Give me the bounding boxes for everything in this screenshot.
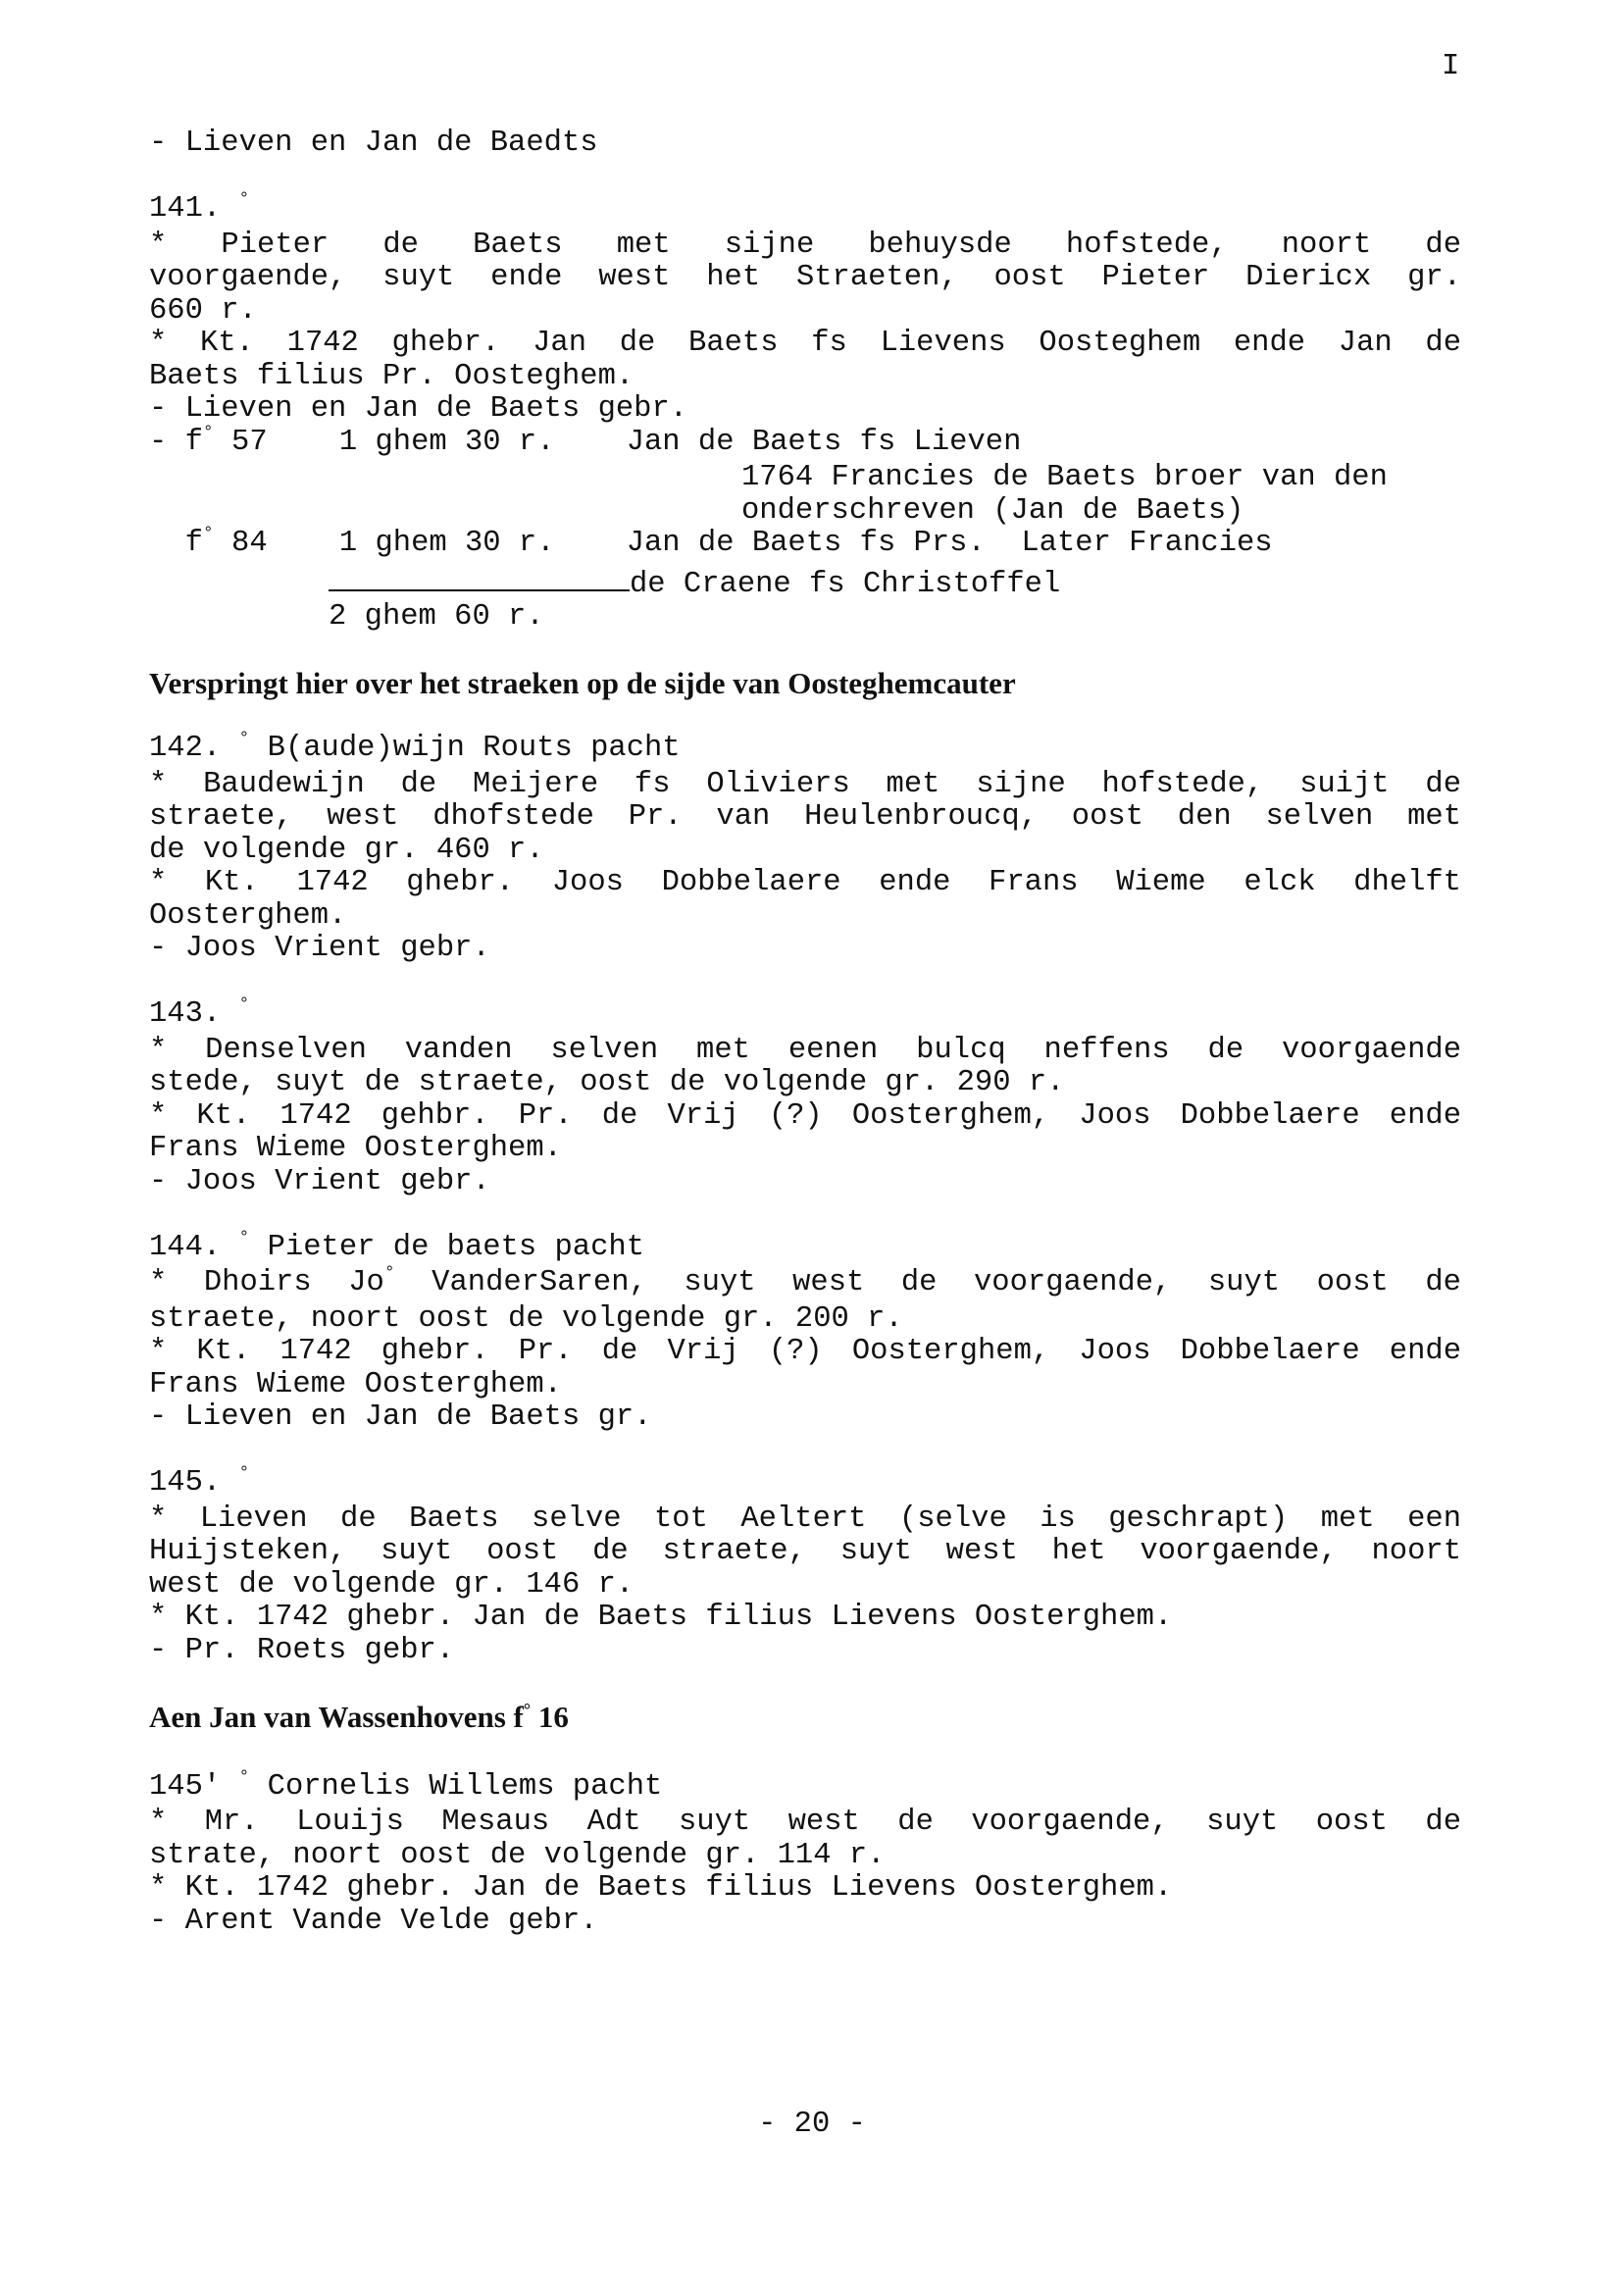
entry-kt-text: Frans Wieme Oosterghem. <box>149 1367 562 1401</box>
entry-gebr-text: - Pr. Roets gebr. <box>149 1633 455 1667</box>
entry-kt-text: Oosterghem. <box>149 898 347 933</box>
page-marker: I <box>1442 50 1460 83</box>
entry-text: de volgende gr. 460 r. <box>149 833 544 867</box>
folio-84-line: f° 84 1 ghem 30 r. Jan de Baets fs Prs. Later Francies <box>149 525 1273 560</box>
folio-84-note: de Craene fs Christoffel <box>149 564 1461 602</box>
entry-text: * Lieven de Baets selve tot Aeltert (selve is geschrapt) met een <box>149 1502 1461 1536</box>
sum-rule <box>329 564 630 591</box>
entry-145 <box>149 1464 1461 1667</box>
entry-text: west de volgende gr. 146 r. <box>149 1567 634 1602</box>
entry-143 <box>149 995 1461 1198</box>
entry-gebr-text: - Joos Vrient gebr. <box>149 932 490 965</box>
entry-gebr-text: - Lieven en Jan de Baets gr. <box>149 1400 652 1434</box>
entry-145-prime <box>149 1767 1461 1939</box>
entry-number: 145' ° Cornelis Willems pacht <box>149 1767 663 1804</box>
entry-text: * Denselven vanden selven met eenen bulcq neffens de voorgaende <box>149 1033 1461 1067</box>
entry-142 <box>149 730 1461 966</box>
entry-gebr-text: - Arent Vande Velde gebr. <box>149 1904 598 1938</box>
entry-text: Huijsteken, suyt oost de straete, suyt west het voorgaende, noort <box>149 1535 1461 1568</box>
entry-kt-text: Frans Wieme Oosterghem. <box>149 1132 562 1165</box>
intro-line: - Lieven en Jan de Baedts <box>149 127 598 160</box>
entry-text: * Dhoirs Jo° VanderSaren, suyt west de voorgaende, suyt oost de <box>149 1264 1461 1299</box>
entry-text: straete, noort oost de volgende gr. 200 r. <box>149 1301 903 1336</box>
folio-57-line: - f° 57 1 ghem 30 r. Jan de Baets fs Lieven <box>149 423 1022 459</box>
folio-57-note: 1764 Francies de Baets broer van den <box>149 461 1388 494</box>
entry-number: 145. ° <box>149 1464 250 1500</box>
entry-kt-text: * Kt. 1742 ghebr. Jan de Baets filius Lievens Oosterghem. <box>149 1871 1173 1905</box>
entry-text: * Pieter de Baets met sijne behuysde hofstede, noort de <box>149 228 1461 262</box>
entry-text: * Mr. Louijs Mesaus Adt suyt west de voorgaende, suyt oost de <box>149 1806 1461 1839</box>
folio-57-note: onderschreven (Jan de Baets) <box>149 493 1244 528</box>
entry-number: 142. ° B(aude)wijn Routs pacht <box>149 730 681 765</box>
document-body <box>149 127 1461 1938</box>
entry-144 <box>149 1228 1461 1435</box>
entry-141 <box>149 190 1461 635</box>
folio-total: 2 ghem 60 r. <box>149 600 544 634</box>
entry-text: straete, west dhofstede Pr. van Heulenbroucq, oost den selven met <box>149 800 1461 834</box>
entry-text: 660 r. <box>149 293 257 328</box>
entry-kt-text: * Kt. 1742 gehbr. Pr. de Vrij (?) Oosterghem, Joos Dobbelaere ende <box>149 1098 1461 1133</box>
entry-number: 144. ° Pieter de baets pacht <box>149 1228 645 1264</box>
entry-kt-text: * Kt. 1742 ghebr. Jan de Baets fs Lievens Oosteghem ende Jan de <box>149 327 1461 360</box>
entry-kt-text: Baets filius Pr. Oosteghem. <box>149 359 634 393</box>
entry-text: voorgaende, suyt ende west het Straeten, oost Pieter Diericx gr. <box>149 261 1461 294</box>
entry-kt-text: * Kt. 1742 ghebr. Joos Dobbelaere ende Frans Wieme elck dhelft <box>149 866 1461 899</box>
entry-kt-text: * Kt. 1742 ghebr. Pr. de Vrij (?) Oosterghem, Joos Dobbelaere ende <box>149 1335 1461 1368</box>
entry-number: 143. ° <box>149 995 250 1031</box>
entry-text: * Baudewijn de Meijere fs Oliviers met sijne hofstede, suijt de <box>149 767 1461 801</box>
section-heading: Verspringt hier over het straeken op de sijde van Oosteghemcauter <box>149 666 1016 700</box>
entry-text: stede, suyt de straete, oost de volgende gr. 290 r. <box>149 1066 1065 1099</box>
entry-gebr-text: - Lieven en Jan de Baets gebr. <box>149 392 688 426</box>
entry-kt-text: * Kt. 1742 ghebr. Jan de Baets filius Lievens Oosterghem. <box>149 1601 1173 1634</box>
entry-number: 141. ° <box>149 190 250 226</box>
entry-gebr-text: - Joos Vrient gebr. <box>149 1164 490 1198</box>
page-number: - 20 - <box>758 2108 866 2141</box>
section-heading: Aen Jan van Wassenhovens f° 16 <box>149 1699 569 1734</box>
entry-text: strate, noort oost de volgende gr. 114 r. <box>149 1838 886 1872</box>
